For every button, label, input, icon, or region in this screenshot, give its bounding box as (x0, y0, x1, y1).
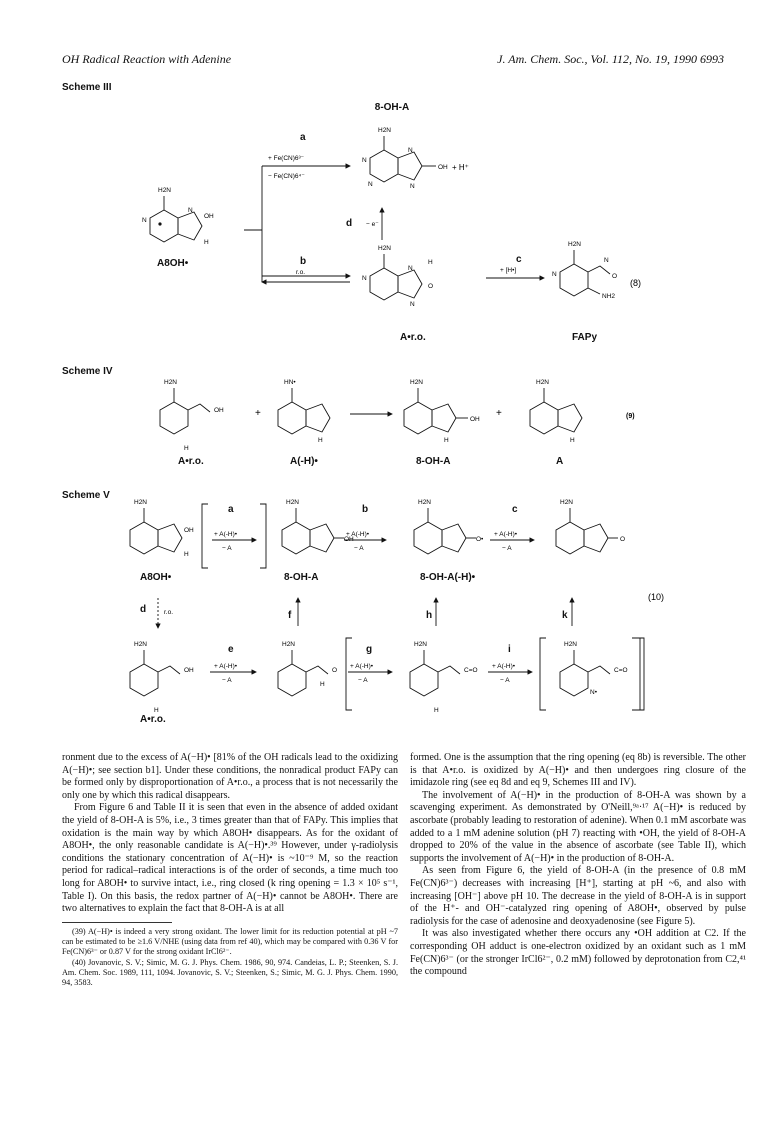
s5-step-h: h (426, 610, 433, 621)
molecule-s5-8-oh-a-minus-h (414, 499, 484, 554)
molecule-adenine (530, 379, 582, 444)
molecule-s5-8-oxo (556, 499, 625, 554)
svg-text:C=O: C=O (464, 667, 478, 674)
scheme-4-diagram (0, 370, 784, 480)
svg-text:OH: OH (184, 527, 194, 534)
s5-d-ro: r.o. (164, 609, 174, 616)
scheme-4-plus-1: + (255, 408, 261, 419)
svg-text:N•: N• (590, 689, 597, 696)
s5-i-reagent-top: + A(-H)• (492, 663, 516, 670)
step-a-reagent-plus: + Fe(CN)6³⁻ (268, 155, 305, 162)
step-a: a (300, 132, 306, 143)
molecule-s5-bottom-4 (560, 641, 628, 696)
s5-step-a: a (228, 504, 234, 515)
s5-c-reagent-top: + A(-H)• (494, 531, 518, 538)
svg-text:O•: O• (476, 536, 484, 543)
svg-text:H: H (318, 437, 323, 444)
molecule-a-ro (362, 245, 433, 308)
eq-10: (10) (648, 592, 665, 602)
label-s5-8-oh-a-minus-h: 8-OH-A(-H)• (420, 572, 476, 583)
left-paragraph-1: ronment due to the excess of A(−H)• [81% of the OH radicals lead to the oxidizing A(−H)•; see section b1]. Under these conditions, the nonradical product FAPy can be formed only by disproportionation of A•r.o., a process that is not necessarily the only one by which this radical disappears. (62, 752, 398, 801)
s5-a-reagent-top: + A(-H)• (214, 531, 238, 538)
svg-text:H: H (154, 707, 159, 714)
svg-text:N: N (362, 157, 367, 164)
molecule-a-minus-h (278, 379, 330, 444)
footnote-39: (39) A(−H)• is indeed a very strong oxidant. The lower limit for its reduction potential at pH ~7 can be estimated to be ≥1.6 V/NHE (using data from ref 40), which may be compared with 0.36 V for Fe(CN)6³⁻ or 0.87 V for the strong oxidant IrCl6²⁻. (62, 926, 398, 956)
svg-text:OH: OH (204, 213, 214, 220)
svg-text:H: H (444, 437, 449, 444)
step-a-reagent-minus: − Fe(CN)6⁴⁻ (268, 173, 305, 180)
molecule-a8oh (142, 187, 214, 246)
svg-text:C=O: C=O (614, 667, 628, 674)
svg-text:H2N: H2N (164, 379, 178, 386)
step-c: c (516, 254, 522, 265)
svg-text:H: H (434, 707, 439, 714)
svg-text:H2N: H2N (158, 187, 172, 194)
s5-g-reagent-bot: − A (358, 677, 368, 684)
svg-text:H2N: H2N (568, 241, 582, 248)
s5-step-k: k (562, 610, 568, 621)
molecule-s5-a8oh (130, 499, 194, 558)
scheme-3-label: Scheme III (62, 82, 112, 93)
svg-text:H2N: H2N (378, 127, 392, 134)
plus-h: + H⁺ (452, 163, 469, 172)
scheme-4-label: Scheme IV (62, 366, 113, 377)
molecule-s5-8-oh-a (282, 499, 354, 554)
step-b: b (300, 256, 307, 267)
label-s5-a8oh: A8OH• (140, 572, 172, 583)
s5-step-g: g (366, 644, 373, 655)
svg-text:N: N (408, 265, 413, 272)
text-column-left (62, 752, 398, 989)
s5-g-reagent-top: + A(-H)• (350, 663, 374, 670)
svg-text:OH: OH (184, 667, 194, 674)
svg-text:H: H (428, 259, 433, 266)
running-header-title: OH Radical Reaction with Adenine (62, 52, 232, 66)
label-s5-8-oh-a: 8-OH-A (284, 572, 319, 583)
svg-text:H2N: H2N (560, 499, 574, 506)
svg-text:H: H (184, 551, 189, 558)
svg-text:H2N: H2N (564, 641, 578, 648)
svg-text:NH2: NH2 (602, 293, 616, 300)
svg-text:H2N: H2N (134, 499, 148, 506)
label-a-ro: A•r.o. (400, 332, 426, 343)
scheme-5-label: Scheme V (62, 490, 110, 501)
label-s4-8-oh-a: 8-OH-A (416, 456, 451, 467)
scheme-3-title: 8-OH-A (374, 102, 410, 113)
running-header-journal: J. Am. Chem. Soc., Vol. 112, No. 19, 1990 6993 (497, 52, 724, 66)
eq-9: (9) (626, 413, 635, 420)
s5-e-reagent-top: + A(-H)• (214, 663, 238, 670)
svg-text:N: N (552, 271, 557, 278)
right-paragraph-2: The involvement of A(−H)• in the production of 8-OH-A was shown by a scavenging experiment. As demonstrated by O'Neill,⁹ᵃ·¹⁷ A(−H)• is reduced by ascorbate (probably leading to restoration of adenine). When 0.1 mM ascorbate was added to a 1 mM adenine solution (pH 7) reacting with •OH, the yield of 8-OH-A dropped to 20% of the value in the absence of ascorbate (see Table II), which supports the involvement of A(−H)• in the production of 8-OH-A. (410, 789, 746, 864)
svg-text:N: N (362, 275, 367, 282)
molecule-8-oh-a-top (362, 127, 448, 190)
svg-text:H2N: H2N (282, 641, 296, 648)
footnotes (62, 927, 398, 988)
footnote-40: (40) Jovanovic, S. V.; Simic, M. G. J. Phys. Chem. 1986, 90, 974. Candeias, L. P.; Steenken, S. J. Am. Chem. Soc. 1989, 111, 1094. Jovanovic, S. V.; Steenken, S.; Simic, M. G. J. Phys. Chem. 1990, 94, 3583. (62, 957, 398, 987)
svg-text:H2N: H2N (378, 245, 392, 252)
eq-8: (8) (630, 278, 641, 288)
scheme-4-plus-2: + (496, 408, 502, 419)
label-s5-a-ro: A•r.o. (140, 714, 166, 725)
svg-text:H2N: H2N (134, 641, 148, 648)
svg-text:N: N (142, 217, 147, 224)
step-d-electron: − e⁻ (366, 221, 379, 228)
s5-a-reagent-bot: − A (222, 545, 232, 552)
s5-e-reagent-bot: − A (222, 677, 232, 684)
scheme-5-diagram (0, 490, 784, 740)
svg-text:H2N: H2N (410, 379, 424, 386)
left-paragraph-2: From Figure 6 and Table II it is seen that even in the absence of added oxidant the yield of 8-OH-A is 5%, i.e., 3 times greater than that of FAPy. This implies that oxidation is the main way by which A8OH• disappears. As for the oxidant of A8OH•, the only reasonable candidate is A(−H)•.³⁹ However, under γ-radiolysis conditions the stationary concentration of A(−H)• is ~10⁻⁹ M, so the reaction period for radical–radical interactions is of the order of seconds, a time much too long for A8OH• to survive intact, i.e., ring closed (k ring opening = 1.3 × 10⁵ s⁻¹, Table I). On this basis, the redox partner of A(−H)• cannot be A8OH•. There are two alternatives to explain the fact that 8-OH-A is at all (62, 802, 398, 915)
molecule-8-oh-a-s4 (404, 379, 480, 444)
svg-text:H2N: H2N (414, 641, 428, 648)
svg-text:H2N: H2N (536, 379, 550, 386)
svg-text:OH: OH (438, 164, 448, 171)
molecule-s5-bottom-3 (410, 641, 478, 714)
svg-text:N: N (410, 183, 415, 190)
svg-text:OH: OH (214, 407, 224, 414)
svg-text:N: N (604, 257, 609, 264)
label-s4-a: A (556, 456, 564, 467)
label-fapy: FAPy (572, 332, 598, 343)
svg-text:HN•: HN• (284, 379, 296, 386)
molecule-s5-a-ro (130, 641, 194, 714)
right-paragraph-1: formed. One is the assumption that the ring opening (eq 8b) is reversible. The other is that A•r.o. is oxidized by A(−H)• and then undergoes ring closure of the imidazole ring (see eq 8d and eq 9, Schemes III and IV). (410, 752, 746, 789)
svg-text:O: O (612, 273, 618, 280)
s5-step-d: d (140, 604, 147, 615)
svg-text:O: O (332, 667, 338, 674)
s5-step-e: e (228, 644, 234, 655)
svg-text:H: H (570, 437, 575, 444)
svg-text:N: N (368, 181, 373, 188)
svg-text:H2N: H2N (418, 499, 432, 506)
molecule-fapy (552, 241, 617, 300)
svg-text:H: H (184, 445, 189, 452)
svg-text:H: H (204, 239, 209, 246)
s5-step-i: i (508, 644, 511, 655)
svg-text:H: H (320, 681, 325, 688)
svg-text:O: O (620, 536, 626, 543)
s5-step-b: b (362, 504, 369, 515)
text-column-right (410, 752, 746, 979)
svg-text:N: N (188, 207, 193, 214)
label-a8oh: A8OH• (157, 258, 189, 269)
label-s4-a-minus-h: A(-H)• (290, 456, 318, 467)
step-d: d (346, 218, 353, 229)
footnote-rule (62, 922, 172, 923)
s5-b-reagent-bot: − A (354, 545, 364, 552)
svg-text:O: O (428, 283, 434, 290)
step-b-ro: r.o. (296, 269, 306, 276)
label-s4-a-ro: A•r.o. (178, 456, 204, 467)
s5-b-reagent-top: + A(-H)• (346, 531, 370, 538)
svg-text:OH: OH (344, 536, 354, 543)
svg-text:OH: OH (470, 416, 480, 423)
s5-i-reagent-bot: − A (500, 677, 510, 684)
step-c-reagent: + [H•] (500, 267, 517, 274)
s5-step-f: f (288, 610, 292, 621)
svg-text:N: N (408, 147, 413, 154)
svg-text:N: N (410, 301, 415, 308)
molecule-a-ro-s4 (160, 379, 224, 452)
scheme-3-diagram (0, 0, 784, 370)
molecule-s5-bottom-2 (278, 641, 337, 696)
s5-c-reagent-bot: − A (502, 545, 512, 552)
right-paragraph-4: It was also investigated whether there occurs any •OH addition at C2. If the corresponding OH adduct is one-electron oxidized by an oxidant such as 1 mM Fe(CN)6³⁻ (or the stronger IrCl6²⁻, 0.2 mM) followed by deprotonation from C2,⁴¹ the compound (410, 928, 746, 978)
right-paragraph-3: As seen from Figure 6, the yield of 8-OH-A (in the presence of 0.8 mM Fe(CN)6³⁻) decreases with increasing [H⁺], starting at pH ~6, and also with increasing [OH⁻] above pH 10. The decrease in the yield of 8-OH-A is in support of the H⁺- and OH⁻-catalyzed ring opening of A8OH•, observed by pulse radiolysis for the case of adenosine and deoxyadenosine (see Figure 5). (410, 865, 746, 927)
svg-text:H2N: H2N (286, 499, 300, 506)
s5-step-c: c (512, 504, 518, 515)
